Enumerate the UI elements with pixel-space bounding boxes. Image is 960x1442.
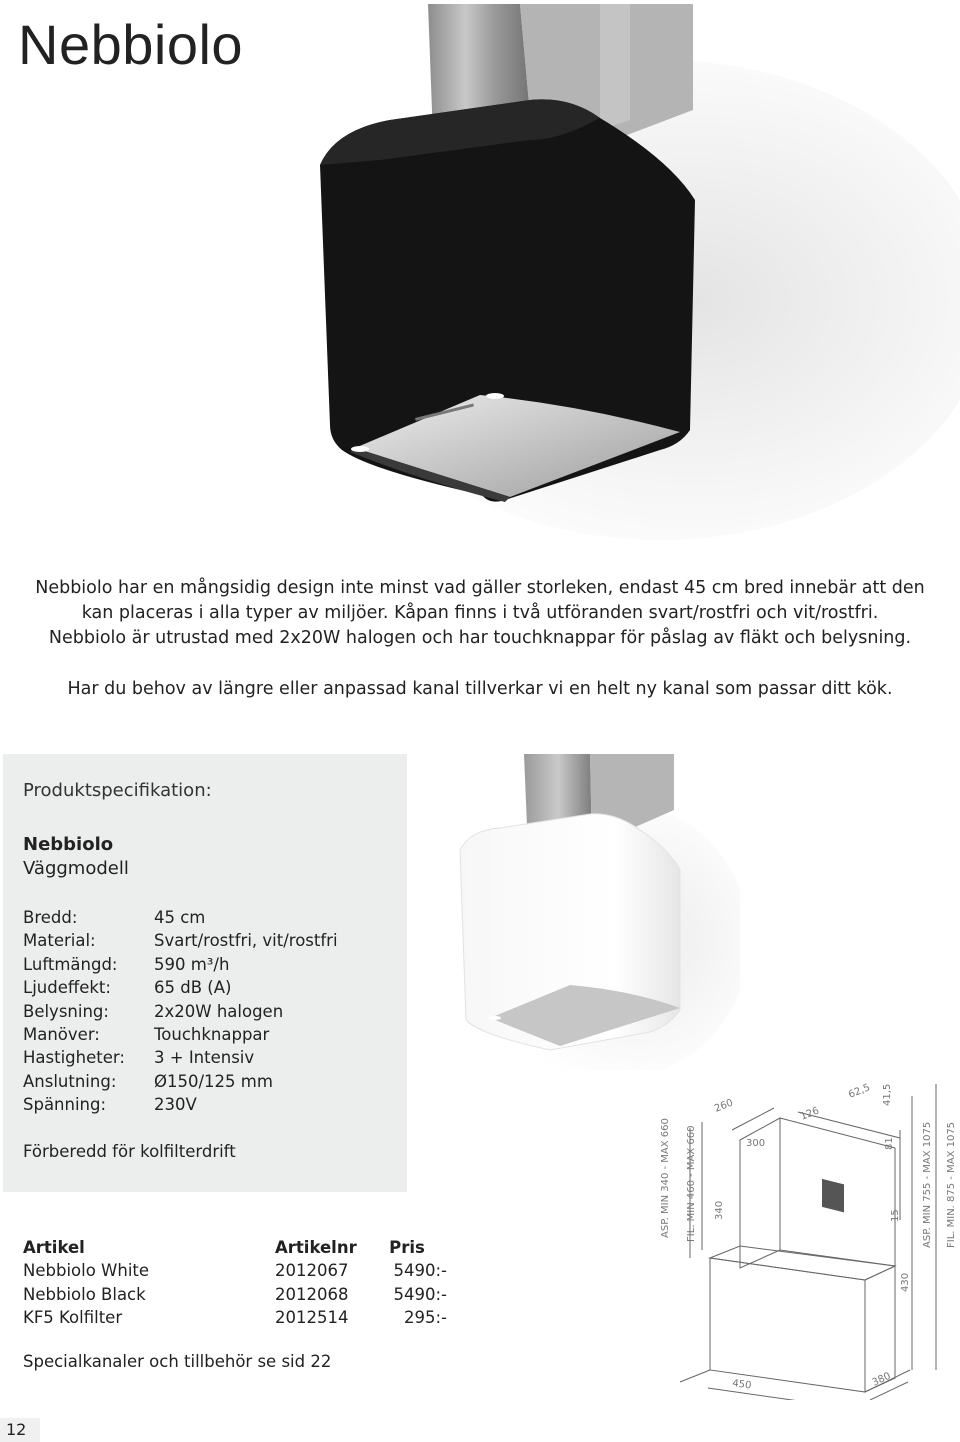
dim-asp-min-max: ASP. MIN 340 - MAX 660 xyxy=(660,1118,671,1238)
spec-label: Manöver: xyxy=(23,1024,100,1044)
spec-row xyxy=(23,1000,338,1023)
spec-row xyxy=(23,906,338,929)
article-number: 2012514 xyxy=(275,1308,349,1328)
spec-heading: Produktspecifikation: xyxy=(23,780,212,801)
spec-row xyxy=(23,976,338,999)
article-price: 5490:- xyxy=(393,1261,447,1281)
spec-label: Material: xyxy=(23,931,96,951)
intro-line-1: Nebbiolo har en mångsidig design inte minst vad gäller storleken, endast 45 cm bred innebär att den xyxy=(35,578,925,598)
page-number-box xyxy=(0,1418,40,1442)
spec-row xyxy=(23,1023,338,1046)
spec-row xyxy=(23,1046,338,1069)
article-name: Nebbiolo White xyxy=(23,1261,150,1281)
dim-62-5: 62,5 xyxy=(847,1082,872,1101)
article-col-header: Artikel xyxy=(23,1238,85,1257)
article-name: KF5 Kolfilter xyxy=(23,1308,123,1328)
article-name: Nebbiolo Black xyxy=(23,1284,146,1304)
spec-product-name: Nebbiolo xyxy=(23,834,114,855)
spec-label: Belysning: xyxy=(23,1001,109,1021)
spec-row xyxy=(23,1093,338,1116)
dim-450: 450 xyxy=(731,1378,753,1392)
spec-value: 2x20W halogen xyxy=(154,1001,284,1021)
spec-label: Luftmängd: xyxy=(23,954,118,974)
spec-row xyxy=(23,929,338,952)
article-table xyxy=(23,1236,447,1330)
dim-81: 81 xyxy=(884,1137,895,1150)
article-number: 2012067 xyxy=(275,1261,349,1281)
dim-260: 260 xyxy=(713,1097,735,1115)
spec-model-type: Väggmodell xyxy=(23,858,129,879)
table-row xyxy=(23,1283,447,1306)
spec-label: Spänning: xyxy=(23,1095,107,1115)
spec-list xyxy=(23,906,338,1117)
spec-value: 3 + Intensiv xyxy=(154,1048,255,1068)
spec-row xyxy=(23,953,338,976)
dim-300: 300 xyxy=(746,1138,766,1149)
table-row xyxy=(23,1306,447,1329)
spec-label: Bredd: xyxy=(23,908,78,927)
spec-value: Ø150/125 mm xyxy=(154,1071,273,1091)
price-col-header: Pris xyxy=(389,1238,425,1257)
spec-value: 45 cm xyxy=(154,908,206,927)
dim-fil-total: FIL. MIN. 875 - MAX 1075 xyxy=(946,1121,957,1248)
article-price: 295:- xyxy=(403,1308,447,1328)
spec-value: 590 m³/h xyxy=(154,954,230,974)
intro-text xyxy=(0,576,960,702)
dim-fil-min-max: FIL. MIN 460 - MAX 660 xyxy=(686,1125,697,1242)
article-price: 5490:- xyxy=(393,1284,447,1304)
black-hood-image xyxy=(300,0,960,570)
spec-label: Ljudeffekt: xyxy=(23,978,111,998)
table-row xyxy=(23,1259,447,1282)
dimension-drawing xyxy=(650,1070,960,1400)
page-number: 12 xyxy=(6,1420,27,1439)
spec-value: Touchknappar xyxy=(154,1024,270,1044)
dim-15: 15 xyxy=(890,1209,901,1222)
white-hood-image xyxy=(440,750,740,1070)
spec-value: 65 dB (A) xyxy=(154,978,232,998)
dim-340: 340 xyxy=(714,1200,725,1220)
dim-asp-total: ASP. MIN 755 - MAX 1075 xyxy=(922,1121,933,1248)
spec-note: Förberedd för kolfilterdrift xyxy=(23,1142,236,1161)
spec-label: Hastigheter: xyxy=(23,1048,125,1068)
spec-row xyxy=(23,1070,338,1093)
spec-label: Anslutning: xyxy=(23,1071,117,1091)
spec-box xyxy=(3,754,407,1192)
accessories-note: Specialkanaler och tillbehör se sid 22 xyxy=(23,1352,332,1371)
intro-line-4: Har du behov av längre eller anpassad kanal tillverkar vi en helt ny kanal som passar ditt kök. xyxy=(67,679,893,699)
dim-41-5: 41,5 xyxy=(882,1083,893,1106)
article-header-row xyxy=(23,1236,447,1259)
dim-126: 126 xyxy=(799,1105,821,1123)
article-number-col-header: Artikelnr xyxy=(275,1238,357,1257)
spec-value: Svart/rostfri, vit/rostfri xyxy=(154,931,338,951)
dim-430: 430 xyxy=(900,1272,911,1292)
intro-line-3: Nebbiolo är utrustad med 2x20W halogen och har touchknappar för påslag av fläkt och belysning. xyxy=(48,628,912,648)
page-title: Nebbiolo xyxy=(18,13,244,76)
spec-value: 230V xyxy=(154,1095,197,1115)
article-number: 2012068 xyxy=(275,1284,349,1304)
intro-line-2: kan placeras i alla typer av miljöer. Kåpan finns i två utföranden svart/rostfri och vit/rostfri. xyxy=(81,603,879,623)
dim-380: 380 xyxy=(870,1370,893,1389)
